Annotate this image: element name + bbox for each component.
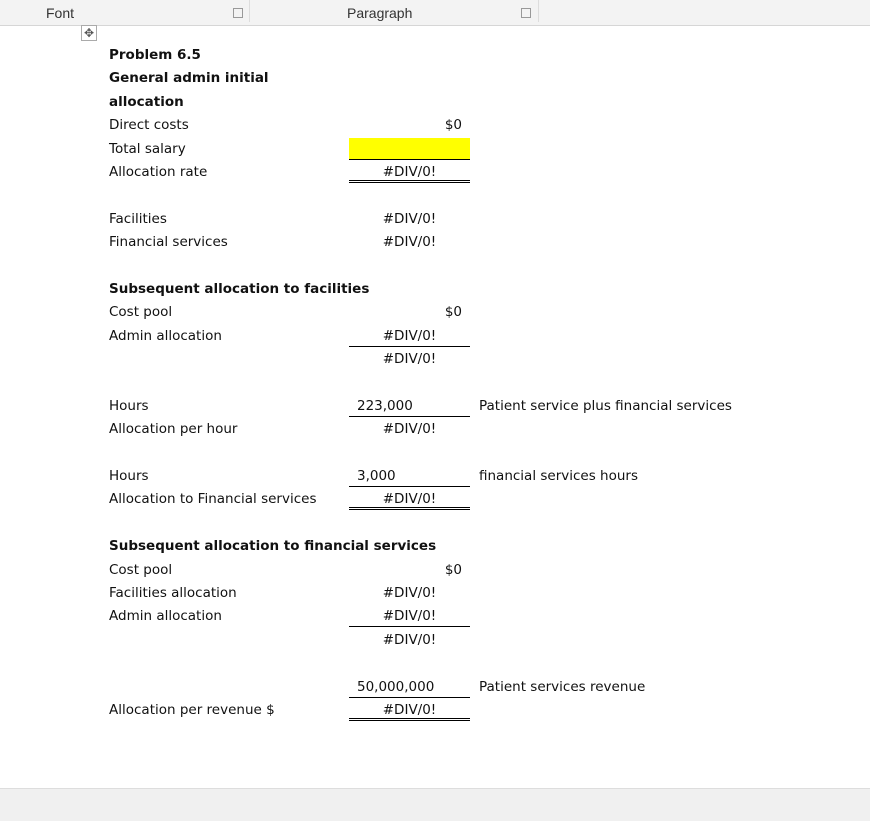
table-row [0,652,870,675]
row-label: Cost pool [109,561,173,578]
table-row [0,161,870,184]
row-label: Total salary [109,140,186,157]
row-label: Direct costs [109,117,189,134]
row-note: Patient service plus financial services [479,397,732,414]
table-row [0,255,870,278]
ribbon [0,0,870,26]
row-label: Admin allocation [109,327,222,344]
value-cell[interactable]: 223,000 [349,395,470,417]
value-cell[interactable]: #DIV/0! [382,210,437,227]
table-row [0,442,870,465]
paragraph-dialog-launcher-icon[interactable] [521,8,531,18]
table-row [0,629,870,652]
table-row [0,208,870,231]
table-row [0,138,870,161]
value-cell[interactable]: #DIV/0! [382,584,437,601]
row-label: Admin allocation [109,608,222,625]
table-row [0,231,870,254]
value-cell[interactable]: #DIV/0! [349,605,470,627]
table-row [0,582,870,605]
row-label: General admin initial [109,70,269,87]
value-cell[interactable]: #DIV/0! [349,488,470,510]
font-dialog-launcher-icon[interactable] [233,8,243,18]
value-cell[interactable]: #DIV/0! [349,699,470,721]
table-row [0,559,870,582]
row-label: allocation [109,93,184,110]
value-cell[interactable]: #DIV/0! [382,351,437,368]
row-label: Facilities [109,210,167,227]
table-row [0,395,870,418]
table-row [0,418,870,441]
row-label: Allocation per revenue $ [109,701,275,718]
document-table [0,44,870,722]
value-cell[interactable]: 3,000 [349,465,470,487]
row-label: Allocation rate [109,163,208,180]
row-note: Patient services revenue [479,678,646,695]
value-cell[interactable]: #DIV/0! [349,161,470,183]
table-row [0,488,870,511]
ribbon-group-font: Font [46,5,75,21]
table-row [0,605,870,628]
row-label: Facilities allocation [109,584,237,601]
table-row [0,44,870,67]
value-cell[interactable]: #DIV/0! [382,234,437,251]
row-label: Hours [109,468,149,485]
table-move-handle-icon[interactable]: ✥ [81,25,97,41]
row-label: Hours [109,397,149,414]
table-row [0,67,870,90]
value-cell[interactable] [349,138,470,160]
table-row [0,465,870,488]
value-cell[interactable]: $0 [444,561,462,578]
table-row [0,512,870,535]
row-label: Allocation to Financial services [109,491,317,508]
table-row [0,301,870,324]
row-label: Financial services [109,234,228,251]
row-label: Subsequent allocation to facilities [109,280,370,297]
table-row [0,184,870,207]
value-cell[interactable]: 50,000,000 [349,676,470,698]
status-bar [0,788,870,821]
table-row [0,676,870,699]
row-label: Subsequent allocation to financial services [109,538,437,555]
row-label: Problem 6.5 [109,47,201,63]
table-row [0,535,870,558]
value-cell[interactable]: #DIV/0! [349,325,470,347]
table-row [0,699,870,722]
value-cell[interactable]: #DIV/0! [382,631,437,648]
ribbon-separator [538,0,539,22]
value-cell[interactable]: #DIV/0! [382,421,437,438]
value-cell[interactable]: $0 [444,304,462,321]
ribbon-separator [249,0,250,22]
row-label: Allocation per hour [109,421,238,438]
table-row [0,114,870,137]
table-row [0,371,870,394]
table-row [0,278,870,301]
row-label: Cost pool [109,304,173,321]
row-note: financial services hours [479,468,639,485]
table-row [0,348,870,371]
table-row [0,325,870,348]
ribbon-group-paragraph: Paragraph [347,5,413,21]
table-row [0,91,870,114]
value-cell[interactable]: $0 [444,117,462,134]
